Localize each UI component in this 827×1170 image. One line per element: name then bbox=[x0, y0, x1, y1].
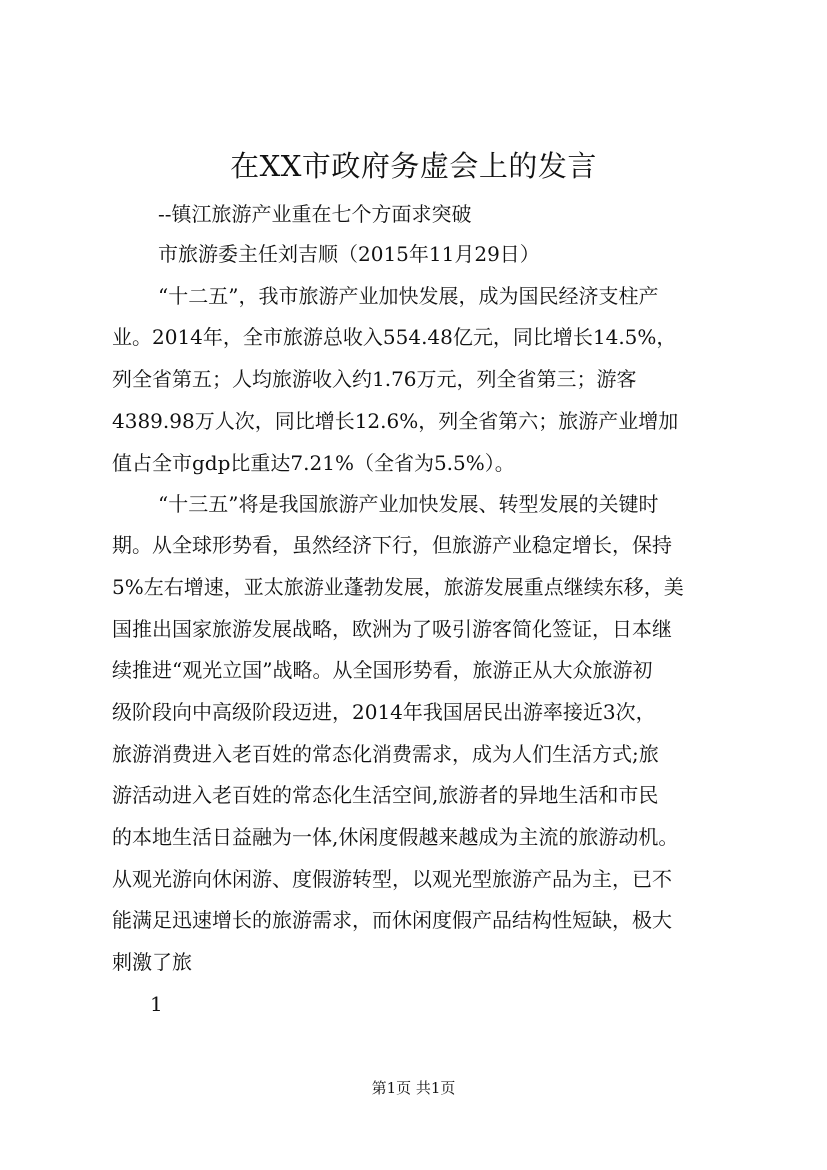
paragraph-2-line: 的本地生活日益融为一体,休闲度假越来越成为主流的旅游动机。 bbox=[112, 825, 679, 849]
paragraph-1-line: 值占全市gdp比重达7.21%（全省为5.5%）。 bbox=[112, 451, 515, 475]
paragraph-2-line: 级阶段向中高级阶段迈进，2014年我国居民出游率接近3次， bbox=[112, 700, 656, 724]
paragraph-1-line: “十二五”，我市旅游产业加快发展，成为国民经济支柱产 bbox=[158, 284, 659, 308]
paragraph-2-line: 刺激了旅 bbox=[112, 950, 192, 974]
paragraph-2-line: 能满足迅速增长的旅游需求，而休闲度假产品结构性短缺，极大 bbox=[112, 908, 672, 932]
paragraph-2-line: 5%左右增速，亚太旅游业蓬勃发展，旅游发展重点继续东移，美 bbox=[112, 575, 684, 599]
paragraph-2-line: 续推进“观光立国”战略。从全国形势看，旅游正从大众旅游初 bbox=[112, 658, 653, 682]
document-title: 在XX市政府务虚会上的发言 bbox=[230, 149, 597, 183]
paragraph-2-line: 国推出国家旅游发展战略，欧洲为了吸引游客简化签证，日本继 bbox=[112, 617, 672, 641]
document-subtitle: --镇江旅游产业重在七个方面求突破 bbox=[158, 202, 472, 226]
page-number: 1 bbox=[150, 992, 163, 1016]
paragraph-2-line: “十三五”将是我国旅游产业加快发展、转型发展的关键时 bbox=[158, 492, 659, 516]
paragraph-2-line: 期。从全球形势看，虽然经济下行，但旅游产业稳定增长，保持 bbox=[112, 533, 672, 557]
paragraph-2-line: 从观光游向休闲游、度假游转型，以观光型旅游产品为主，已不 bbox=[112, 867, 672, 891]
paragraph-1-line: 列全省第五；人均旅游收入约1.76万元，列全省第三；游客 bbox=[112, 367, 637, 391]
paragraph-2-line: 游活动进入老百姓的常态化生活空间,旅游者的异地生活和市民 bbox=[112, 783, 659, 807]
author-line: 市旅游委主任刘吉顺（2015年11月29日） bbox=[158, 242, 540, 266]
page-footer: 第1页 共1页 bbox=[371, 1079, 456, 1097]
paragraph-1-line: 业。2014年，全市旅游总收入554.48亿元，同比增长14.5%， bbox=[112, 325, 677, 349]
paragraph-1-line: 4389.98万人次，同比增长12.6%，列全省第六；旅游产业增加 bbox=[112, 409, 679, 433]
paragraph-2-line: 旅游消费进入老百姓的常态化消费需求，成为人们生活方式;旅 bbox=[112, 742, 659, 766]
